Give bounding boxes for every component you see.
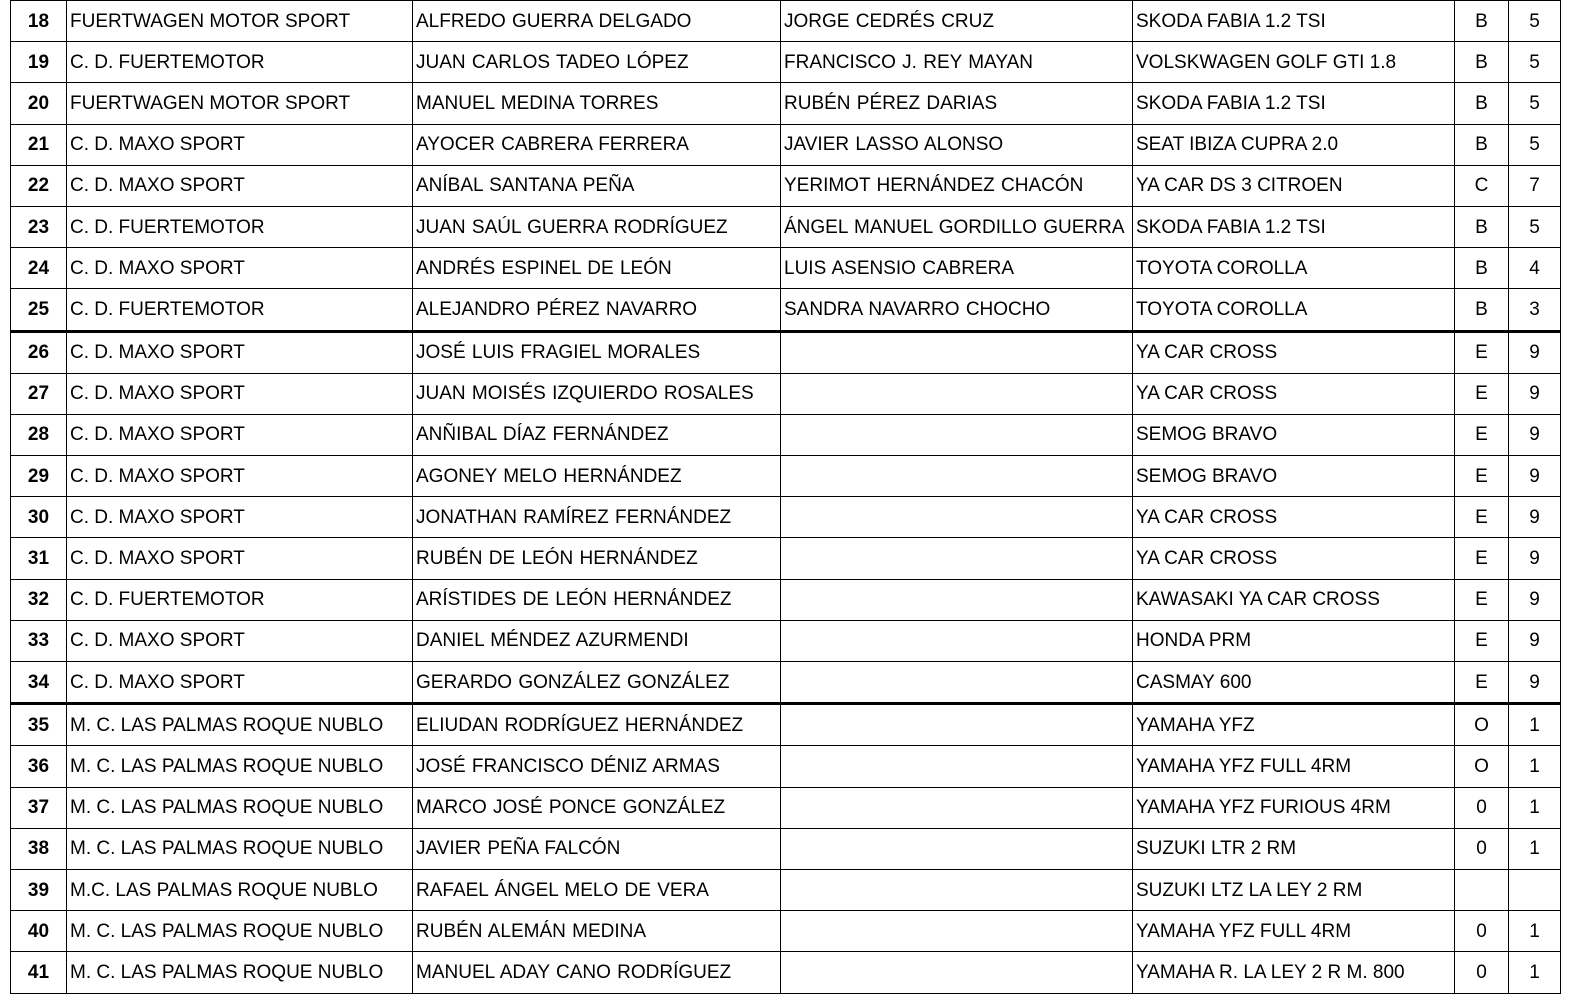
entry-rows: [11, 1, 1561, 994]
table-row: [11, 206, 1561, 247]
group-cell: 1: [1509, 828, 1561, 869]
driver-name-cell: JOSÉ FRANCISCO DÉNIZ ARMAS: [413, 746, 781, 787]
club-name-cell: FUERTWAGEN MOTOR SPORT: [67, 1, 413, 42]
vehicle-cell: YAMAHA YFZ FULL 4RM: [1133, 911, 1455, 952]
table-row: [11, 1, 1561, 42]
driver-name-cell: ALFREDO GUERRA DELGADO: [413, 1, 781, 42]
entry-list-table: [10, 0, 1561, 994]
category-cell: B: [1455, 83, 1509, 124]
club-name-cell: C. D. MAXO SPORT: [67, 248, 413, 289]
club-name-cell: M. C. LAS PALMAS ROQUE NUBLO: [67, 704, 413, 746]
entry-number-cell: 35: [11, 704, 67, 746]
table-row: [11, 704, 1561, 746]
group-cell: 5: [1509, 124, 1561, 165]
entry-number-cell: 34: [11, 662, 67, 704]
entry-list-table-container: [10, 0, 1560, 990]
table-row: [11, 911, 1561, 952]
driver-name-cell: GERARDO GONZÁLEZ GONZÁLEZ: [413, 662, 781, 704]
vehicle-cell: SEMOG BRAVO: [1133, 456, 1455, 497]
driver-name-cell: ALEJANDRO PÉREZ NAVARRO: [413, 289, 781, 331]
table-row: [11, 165, 1561, 206]
category-cell: 0: [1455, 787, 1509, 828]
codriver-name-cell: [781, 787, 1133, 828]
codriver-name-cell: YERIMOT HERNÁNDEZ CHACÓN: [781, 165, 1133, 206]
table-row: [11, 289, 1561, 331]
club-name-cell: FUERTWAGEN MOTOR SPORT: [67, 83, 413, 124]
codriver-name-cell: [781, 331, 1133, 373]
club-name-cell: C. D. MAXO SPORT: [67, 331, 413, 373]
table-row: [11, 620, 1561, 661]
vehicle-cell: HONDA PRM: [1133, 620, 1455, 661]
category-cell: E: [1455, 538, 1509, 579]
club-name-cell: M. C. LAS PALMAS ROQUE NUBLO: [67, 746, 413, 787]
entry-number-cell: 32: [11, 579, 67, 620]
driver-name-cell: AGONEY MELO HERNÁNDEZ: [413, 456, 781, 497]
club-name-cell: C. D. MAXO SPORT: [67, 373, 413, 414]
driver-name-cell: RAFAEL ÁNGEL MELO DE VERA: [413, 869, 781, 910]
entry-number-cell: 40: [11, 911, 67, 952]
table-row: [11, 124, 1561, 165]
entry-number-cell: 36: [11, 746, 67, 787]
club-name-cell: C. D. FUERTEMOTOR: [67, 289, 413, 331]
table-row: [11, 746, 1561, 787]
driver-name-cell: MARCO JOSÉ PONCE GONZÁLEZ: [413, 787, 781, 828]
category-cell: 0: [1455, 828, 1509, 869]
entry-number-cell: 29: [11, 456, 67, 497]
driver-name-cell: ELIUDAN RODRÍGUEZ HERNÁNDEZ: [413, 704, 781, 746]
group-cell: 9: [1509, 373, 1561, 414]
table-row: [11, 787, 1561, 828]
club-name-cell: C. D. MAXO SPORT: [67, 165, 413, 206]
vehicle-cell: SUZUKI LTZ LA LEY 2 RM: [1133, 869, 1455, 910]
vehicle-cell: YA CAR CROSS: [1133, 373, 1455, 414]
category-cell: E: [1455, 456, 1509, 497]
group-cell: 3: [1509, 289, 1561, 331]
club-name-cell: M.C. LAS PALMAS ROQUE NUBLO: [67, 869, 413, 910]
driver-name-cell: MANUEL ADAY CANO RODRÍGUEZ: [413, 952, 781, 993]
vehicle-cell: SKODA FABIA 1.2 TSI: [1133, 206, 1455, 247]
driver-name-cell: RUBÉN ALEMÁN MEDINA: [413, 911, 781, 952]
vehicle-cell: YA CAR CROSS: [1133, 497, 1455, 538]
group-cell: 9: [1509, 579, 1561, 620]
entry-number-cell: 21: [11, 124, 67, 165]
group-cell: 5: [1509, 1, 1561, 42]
club-name-cell: C. D. FUERTEMOTOR: [67, 579, 413, 620]
category-cell: O: [1455, 704, 1509, 746]
codriver-name-cell: LUIS ASENSIO CABRERA: [781, 248, 1133, 289]
table-row: [11, 248, 1561, 289]
codriver-name-cell: [781, 869, 1133, 910]
driver-name-cell: JAVIER PEÑA FALCÓN: [413, 828, 781, 869]
table-row: [11, 828, 1561, 869]
driver-name-cell: ANDRÉS ESPINEL DE LEÓN: [413, 248, 781, 289]
driver-name-cell: AYOCER CABRERA FERRERA: [413, 124, 781, 165]
driver-name-cell: JONATHAN RAMÍREZ FERNÁNDEZ: [413, 497, 781, 538]
club-name-cell: C. D. FUERTEMOTOR: [67, 206, 413, 247]
category-cell: 0: [1455, 952, 1509, 993]
category-cell: C: [1455, 165, 1509, 206]
driver-name-cell: JOSÉ LUIS FRAGIEL MORALES: [413, 331, 781, 373]
entry-number-cell: 27: [11, 373, 67, 414]
club-name-cell: C. D. MAXO SPORT: [67, 620, 413, 661]
category-cell: 0: [1455, 911, 1509, 952]
group-cell: 5: [1509, 83, 1561, 124]
category-cell: B: [1455, 42, 1509, 83]
codriver-name-cell: [781, 911, 1133, 952]
club-name-cell: C. D. MAXO SPORT: [67, 538, 413, 579]
entry-number-cell: 18: [11, 1, 67, 42]
club-name-cell: C. D. MAXO SPORT: [67, 456, 413, 497]
codriver-name-cell: RUBÉN PÉREZ DARIAS: [781, 83, 1133, 124]
group-cell: 9: [1509, 331, 1561, 373]
entry-number-cell: 24: [11, 248, 67, 289]
group-cell: 7: [1509, 165, 1561, 206]
entry-number-cell: 22: [11, 165, 67, 206]
table-row: [11, 869, 1561, 910]
vehicle-cell: TOYOTA COROLLA: [1133, 289, 1455, 331]
table-row: [11, 579, 1561, 620]
vehicle-cell: YAMAHA YFZ FULL 4RM: [1133, 746, 1455, 787]
category-cell: B: [1455, 289, 1509, 331]
codriver-name-cell: [781, 746, 1133, 787]
entry-number-cell: 33: [11, 620, 67, 661]
vehicle-cell: YA CAR DS 3 CITROEN: [1133, 165, 1455, 206]
vehicle-cell: YAMAHA YFZ: [1133, 704, 1455, 746]
group-cell: 4: [1509, 248, 1561, 289]
club-name-cell: C. D. FUERTEMOTOR: [67, 42, 413, 83]
entry-number-cell: 25: [11, 289, 67, 331]
club-name-cell: M. C. LAS PALMAS ROQUE NUBLO: [67, 787, 413, 828]
category-cell: O: [1455, 746, 1509, 787]
entry-number-cell: 19: [11, 42, 67, 83]
category-cell: E: [1455, 331, 1509, 373]
club-name-cell: M. C. LAS PALMAS ROQUE NUBLO: [67, 911, 413, 952]
club-name-cell: C. D. MAXO SPORT: [67, 414, 413, 455]
category-cell: B: [1455, 206, 1509, 247]
table-row: [11, 414, 1561, 455]
vehicle-cell: YAMAHA YFZ FURIOUS 4RM: [1133, 787, 1455, 828]
group-cell: 1: [1509, 704, 1561, 746]
driver-name-cell: JUAN CARLOS TADEO LÓPEZ: [413, 42, 781, 83]
codriver-name-cell: [781, 828, 1133, 869]
vehicle-cell: SKODA FABIA 1.2 TSI: [1133, 1, 1455, 42]
category-cell: B: [1455, 124, 1509, 165]
vehicle-cell: TOYOTA COROLLA: [1133, 248, 1455, 289]
vehicle-cell: YA CAR CROSS: [1133, 538, 1455, 579]
codriver-name-cell: SANDRA NAVARRO CHOCHO: [781, 289, 1133, 331]
codriver-name-cell: [781, 662, 1133, 704]
vehicle-cell: VOLSKWAGEN GOLF GTI 1.8: [1133, 42, 1455, 83]
vehicle-cell: SEMOG BRAVO: [1133, 414, 1455, 455]
group-cell: 9: [1509, 456, 1561, 497]
driver-name-cell: ANÍBAL SANTANA PEÑA: [413, 165, 781, 206]
codriver-name-cell: [781, 579, 1133, 620]
club-name-cell: M. C. LAS PALMAS ROQUE NUBLO: [67, 828, 413, 869]
vehicle-cell: SUZUKI LTR 2 RM: [1133, 828, 1455, 869]
codriver-name-cell: [781, 620, 1133, 661]
group-cell: 9: [1509, 497, 1561, 538]
entry-number-cell: 26: [11, 331, 67, 373]
category-cell: E: [1455, 579, 1509, 620]
group-cell: 5: [1509, 206, 1561, 247]
entry-number-cell: 31: [11, 538, 67, 579]
category-cell: B: [1455, 1, 1509, 42]
group-cell: 9: [1509, 662, 1561, 704]
entry-number-cell: 37: [11, 787, 67, 828]
driver-name-cell: JUAN SAÚL GUERRA RODRÍGUEZ: [413, 206, 781, 247]
entry-number-cell: 38: [11, 828, 67, 869]
vehicle-cell: YA CAR CROSS: [1133, 331, 1455, 373]
table-row: [11, 456, 1561, 497]
table-row: [11, 538, 1561, 579]
category-cell: E: [1455, 497, 1509, 538]
category-cell: E: [1455, 662, 1509, 704]
group-cell: 1: [1509, 952, 1561, 993]
vehicle-cell: YAMAHA R. LA LEY 2 R M. 800: [1133, 952, 1455, 993]
table-row: [11, 331, 1561, 373]
entry-number-cell: 23: [11, 206, 67, 247]
table-row: [11, 952, 1561, 993]
club-name-cell: C. D. MAXO SPORT: [67, 662, 413, 704]
group-cell: [1509, 869, 1561, 910]
category-cell: E: [1455, 620, 1509, 661]
driver-name-cell: MANUEL MEDINA TORRES: [413, 83, 781, 124]
group-cell: 9: [1509, 538, 1561, 579]
codriver-name-cell: JAVIER LASSO ALONSO: [781, 124, 1133, 165]
codriver-name-cell: [781, 704, 1133, 746]
table-row: [11, 497, 1561, 538]
codriver-name-cell: [781, 456, 1133, 497]
codriver-name-cell: [781, 373, 1133, 414]
vehicle-cell: SEAT IBIZA CUPRA 2.0: [1133, 124, 1455, 165]
codriver-name-cell: [781, 538, 1133, 579]
category-cell: [1455, 869, 1509, 910]
category-cell: B: [1455, 248, 1509, 289]
group-cell: 9: [1509, 620, 1561, 661]
codriver-name-cell: [781, 414, 1133, 455]
codriver-name-cell: JORGE CEDRÉS CRUZ: [781, 1, 1133, 42]
driver-name-cell: RUBÉN DE LEÓN HERNÁNDEZ: [413, 538, 781, 579]
codriver-name-cell: ÁNGEL MANUEL GORDILLO GUERRA: [781, 206, 1133, 247]
table-row: [11, 42, 1561, 83]
driver-name-cell: DANIEL MÉNDEZ AZURMENDI: [413, 620, 781, 661]
codriver-name-cell: [781, 952, 1133, 993]
group-cell: 1: [1509, 787, 1561, 828]
entry-number-cell: 41: [11, 952, 67, 993]
entry-number-cell: 28: [11, 414, 67, 455]
driver-name-cell: ANÑIBAL DÍAZ FERNÁNDEZ: [413, 414, 781, 455]
codriver-name-cell: FRANCISCO J. REY MAYAN: [781, 42, 1133, 83]
vehicle-cell: CASMAY 600: [1133, 662, 1455, 704]
vehicle-cell: KAWASAKI YA CAR CROSS: [1133, 579, 1455, 620]
codriver-name-cell: [781, 497, 1133, 538]
table-row: [11, 83, 1561, 124]
entry-number-cell: 30: [11, 497, 67, 538]
group-cell: 1: [1509, 746, 1561, 787]
club-name-cell: C. D. MAXO SPORT: [67, 497, 413, 538]
group-cell: 1: [1509, 911, 1561, 952]
category-cell: E: [1455, 373, 1509, 414]
table-row: [11, 373, 1561, 414]
table-row: [11, 662, 1561, 704]
vehicle-cell: SKODA FABIA 1.2 TSI: [1133, 83, 1455, 124]
category-cell: E: [1455, 414, 1509, 455]
entry-number-cell: 20: [11, 83, 67, 124]
driver-name-cell: ARÍSTIDES DE LEÓN HERNÁNDEZ: [413, 579, 781, 620]
driver-name-cell: JUAN MOISÉS IZQUIERDO ROSALES: [413, 373, 781, 414]
club-name-cell: C. D. MAXO SPORT: [67, 124, 413, 165]
group-cell: 9: [1509, 414, 1561, 455]
group-cell: 5: [1509, 42, 1561, 83]
entry-number-cell: 39: [11, 869, 67, 910]
club-name-cell: M. C. LAS PALMAS ROQUE NUBLO: [67, 952, 413, 993]
